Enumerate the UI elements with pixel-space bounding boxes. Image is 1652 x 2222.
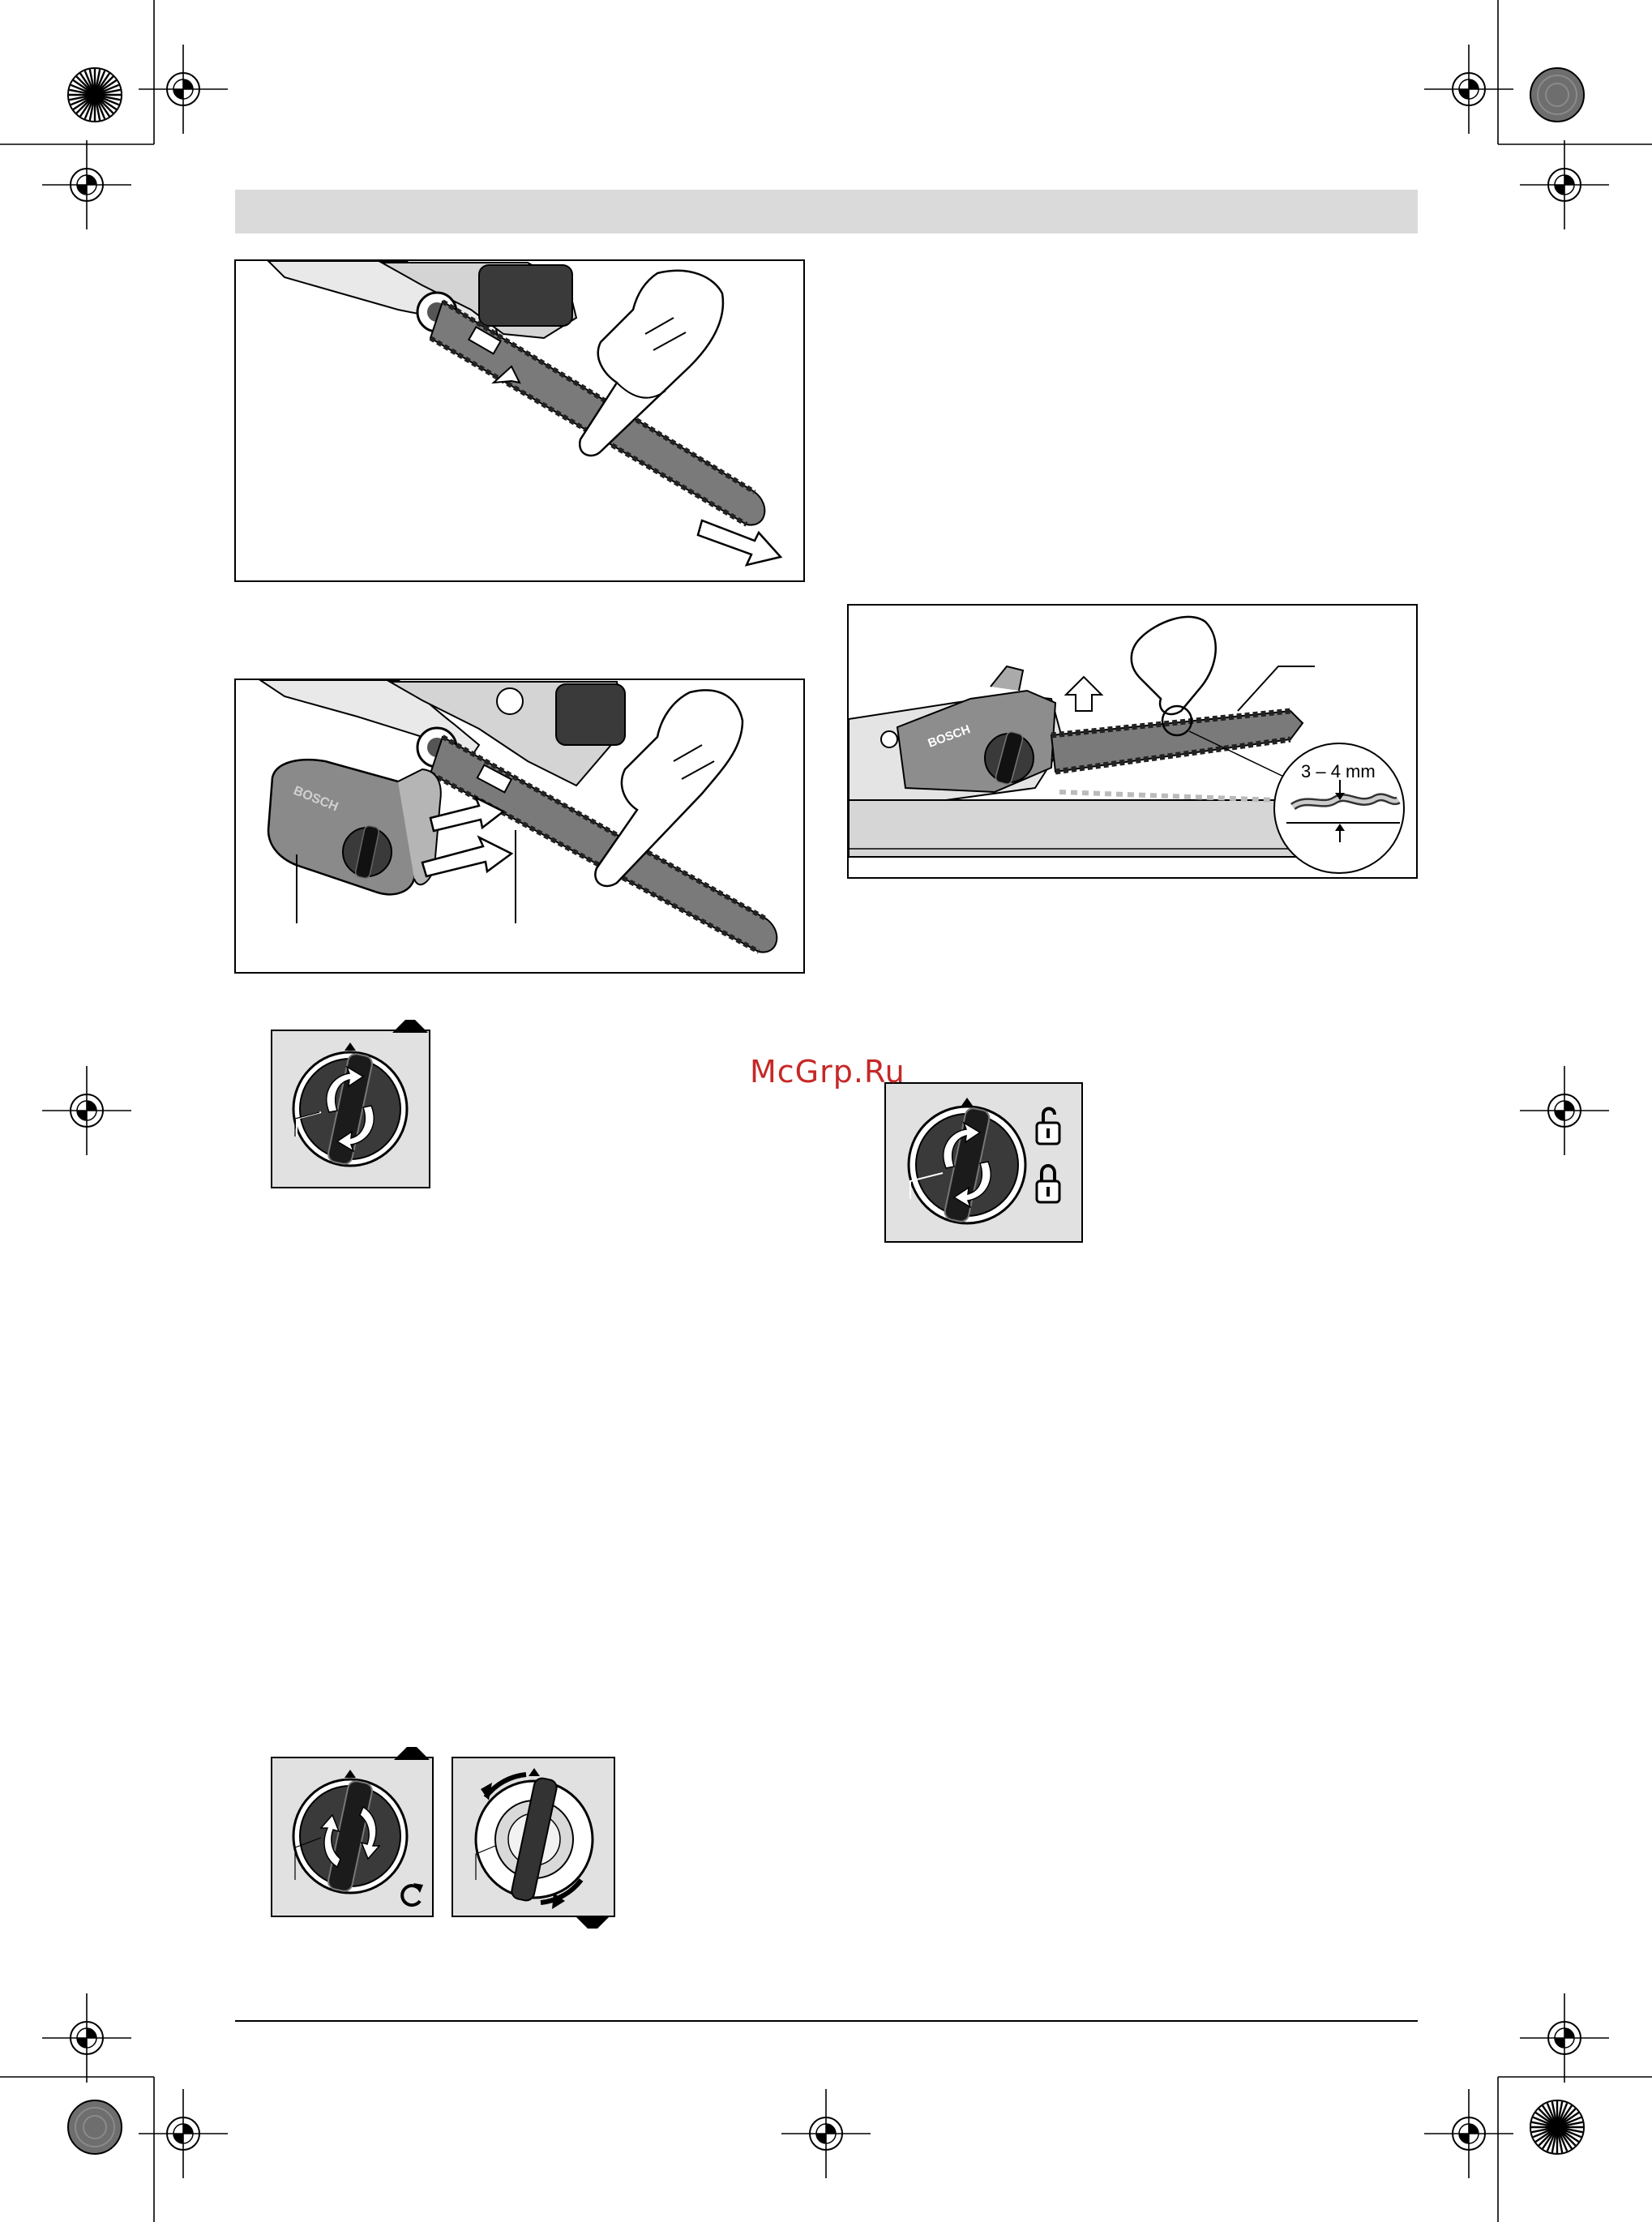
dial-detail-lock	[884, 1082, 1083, 1243]
figure-remove-bar	[234, 259, 805, 582]
figure-attach-cover	[234, 679, 805, 974]
dial-detail-tighten	[271, 1030, 430, 1188]
watermark: McGrp.Ru	[750, 1054, 905, 1090]
header-bar	[235, 190, 1418, 233]
rotate-arrow-icon	[402, 1883, 423, 1905]
housing-brand-text: BOSCH	[926, 722, 973, 751]
figure-chain-tension	[847, 604, 1418, 879]
lock-icon	[1037, 1166, 1059, 1202]
tension-dimension-label: 3 – 4 mm	[1301, 761, 1376, 781]
unlock-icon	[1037, 1109, 1059, 1145]
footer-rule	[235, 2020, 1418, 2022]
dial-detail-release	[271, 1757, 434, 1917]
cover-brand-text: BOSCH	[291, 783, 340, 815]
dial-detail-loosen	[452, 1757, 615, 1917]
